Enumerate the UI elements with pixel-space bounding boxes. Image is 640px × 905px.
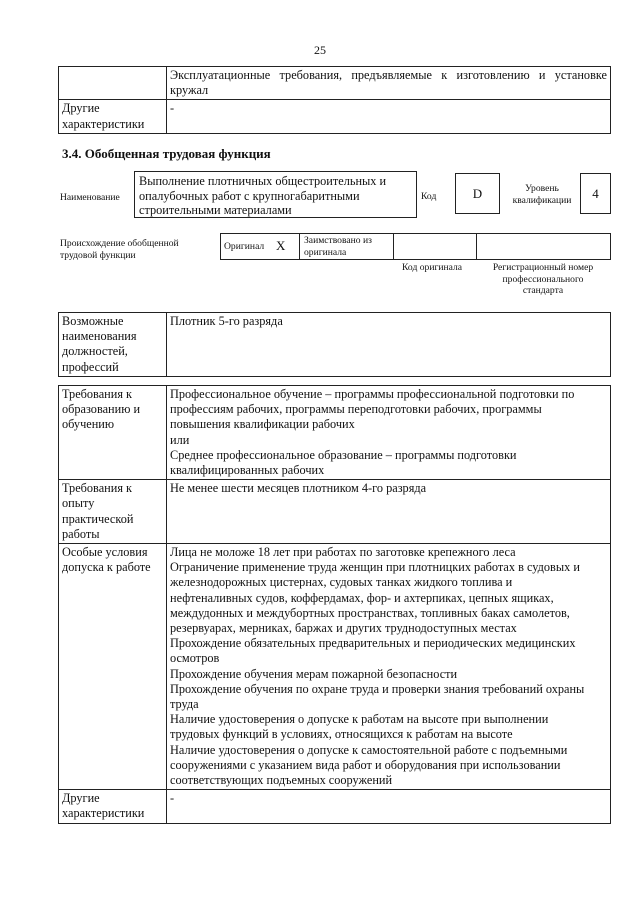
origin-divider xyxy=(299,233,300,260)
text-line: сооружениями с указанием вида работ и оборудования при использовании xyxy=(170,757,561,772)
label-line: Требования к xyxy=(62,481,133,496)
text-line: профессиям рабочих, программы переподготовки рабочих, программы xyxy=(170,402,542,417)
level-label-line: Уровень xyxy=(525,183,559,194)
level-value: 4 xyxy=(592,185,599,201)
label-line: профессий xyxy=(62,359,119,374)
text-line: соответствующих подъемных сооружений xyxy=(170,773,393,788)
text-line: резервуарах, мерниках, баржах и других труднодоступных местах xyxy=(170,621,517,636)
label-line: Особые условия xyxy=(62,545,148,560)
level-label-line: квалификации xyxy=(512,194,572,206)
label-line: Другие xyxy=(62,791,100,806)
top-table xyxy=(58,66,611,134)
table-row xyxy=(59,480,611,544)
reg-number-caption xyxy=(483,262,603,297)
positions-table xyxy=(58,312,611,377)
table-cell-label xyxy=(59,67,167,100)
code-original-caption: Код оригинала xyxy=(402,262,463,273)
text-line: Прохождение обязательных предварительных и периодических медицинских xyxy=(170,636,576,651)
origin-label-line: Происхождение обобщенной xyxy=(60,238,179,249)
text-line: осмотров xyxy=(170,651,220,666)
origin-label xyxy=(60,238,179,261)
label-line: наименования xyxy=(62,329,137,344)
table-cell-value xyxy=(167,544,611,790)
level-value-box xyxy=(580,173,611,214)
table-cell-value xyxy=(167,386,611,480)
table-cell-value: Не менее шести месяцев плотником 4-го разряда xyxy=(167,480,611,544)
page-number: 25 xyxy=(314,43,326,57)
text-line: железнодорожных цистернах, судовых танках жидкого топлива и xyxy=(170,575,513,590)
function-name-value: Выполнение плотничных общестроительных и опалубочных работ с крупногабаритными строительными материалами xyxy=(139,174,387,217)
label-line: характеристики xyxy=(62,116,145,131)
label-line: опыту xyxy=(62,496,95,511)
text-line: Профессиональное обучение – программы профессиональной подготовки по xyxy=(170,387,575,401)
label-line: характеристики xyxy=(62,806,145,821)
code-label: Код xyxy=(421,191,437,202)
requirements-table xyxy=(58,385,611,824)
label-line: допуска к работе xyxy=(62,560,151,575)
text-line: Лица не моложе 18 лет при работах по заготовке крепежного леса xyxy=(170,545,516,560)
text-line: квалифицированных рабочих xyxy=(170,463,325,478)
code-value-box xyxy=(455,173,500,214)
code-value: D xyxy=(472,185,483,201)
table-row xyxy=(59,386,611,480)
label-line: обучению xyxy=(62,417,115,432)
level-label xyxy=(504,183,580,206)
table-row xyxy=(59,100,611,133)
function-name-box xyxy=(134,171,417,218)
text-line: трудовых функций в условиях, относящихся к работам на высоте xyxy=(170,727,513,742)
table-cell-label xyxy=(59,386,167,480)
table-row xyxy=(59,544,611,790)
reg-caption-line: стандарта xyxy=(522,285,564,296)
table-row xyxy=(59,790,611,823)
table-cell-label xyxy=(59,100,167,133)
table-cell-value: - xyxy=(167,790,611,823)
label-line: Требования к xyxy=(62,387,133,401)
text-line: Прохождение обучения по охране труда и проверки знания требований охраны xyxy=(170,681,585,696)
text-line: Ограничение применение труда женщин при плотницких работах в судовых и xyxy=(170,560,580,575)
table-cell-value xyxy=(167,67,611,100)
text-line: Наличие удостоверения о допуске к самостоятельной работе с подъемными xyxy=(170,742,568,757)
text-line: повышения квалификации рабочих xyxy=(170,417,355,432)
label-line: должностей, xyxy=(62,344,128,359)
origin-divider xyxy=(476,233,477,260)
table-cell-label xyxy=(59,313,167,377)
label-line: Возможные xyxy=(62,314,124,328)
label-line: работы xyxy=(62,526,100,541)
text-line: Наличие удостоверения о допуске к работам на высоте при выполнении xyxy=(170,712,549,727)
borrowed-label-line: оригинала xyxy=(304,246,347,258)
origin-divider xyxy=(393,233,394,260)
table-row xyxy=(59,67,611,100)
origin-label-line: трудовой функции xyxy=(60,249,136,261)
reg-caption-line: Регистрационный номер xyxy=(492,262,594,273)
text-line: Среднее профессиональное образование – программы подготовки xyxy=(170,447,517,462)
reg-caption-line: профессионального xyxy=(502,273,584,285)
borrowed-label-line: Заимствовано из xyxy=(304,235,372,246)
text-line: труда xyxy=(170,697,199,712)
original-mark: X xyxy=(276,238,286,253)
borrowed-label xyxy=(304,235,372,258)
text-line: или xyxy=(170,432,190,447)
text-line: нефтеналивных судов, коффердамах, фор- и ахтерпиках, цепных ящиках, xyxy=(170,590,554,605)
name-label: Наименование xyxy=(60,192,120,203)
table-row xyxy=(59,313,611,377)
table-cell-label xyxy=(59,480,167,544)
table-cell-label xyxy=(59,790,167,823)
label-line: практической xyxy=(62,511,134,526)
table-cell-value: Плотник 5-го разряда xyxy=(167,313,611,377)
top-row-text: Эксплуатационные требования, предъявляемые к изготовлению и установке кружал xyxy=(170,68,607,98)
label-line: Другие xyxy=(62,101,100,116)
table-cell-label xyxy=(59,544,167,790)
table-cell-value: - xyxy=(167,100,611,133)
original-label: Оригинал xyxy=(224,241,265,252)
text-line: Прохождение обучения мерам пожарной безопасности xyxy=(170,666,458,681)
section-heading: 3.4. Обобщенная трудовая функция xyxy=(62,146,271,161)
label-line: образованию и xyxy=(62,402,141,417)
text-line: междудонных и междубортных пространствах, топливных баках самолетов, xyxy=(170,605,570,620)
